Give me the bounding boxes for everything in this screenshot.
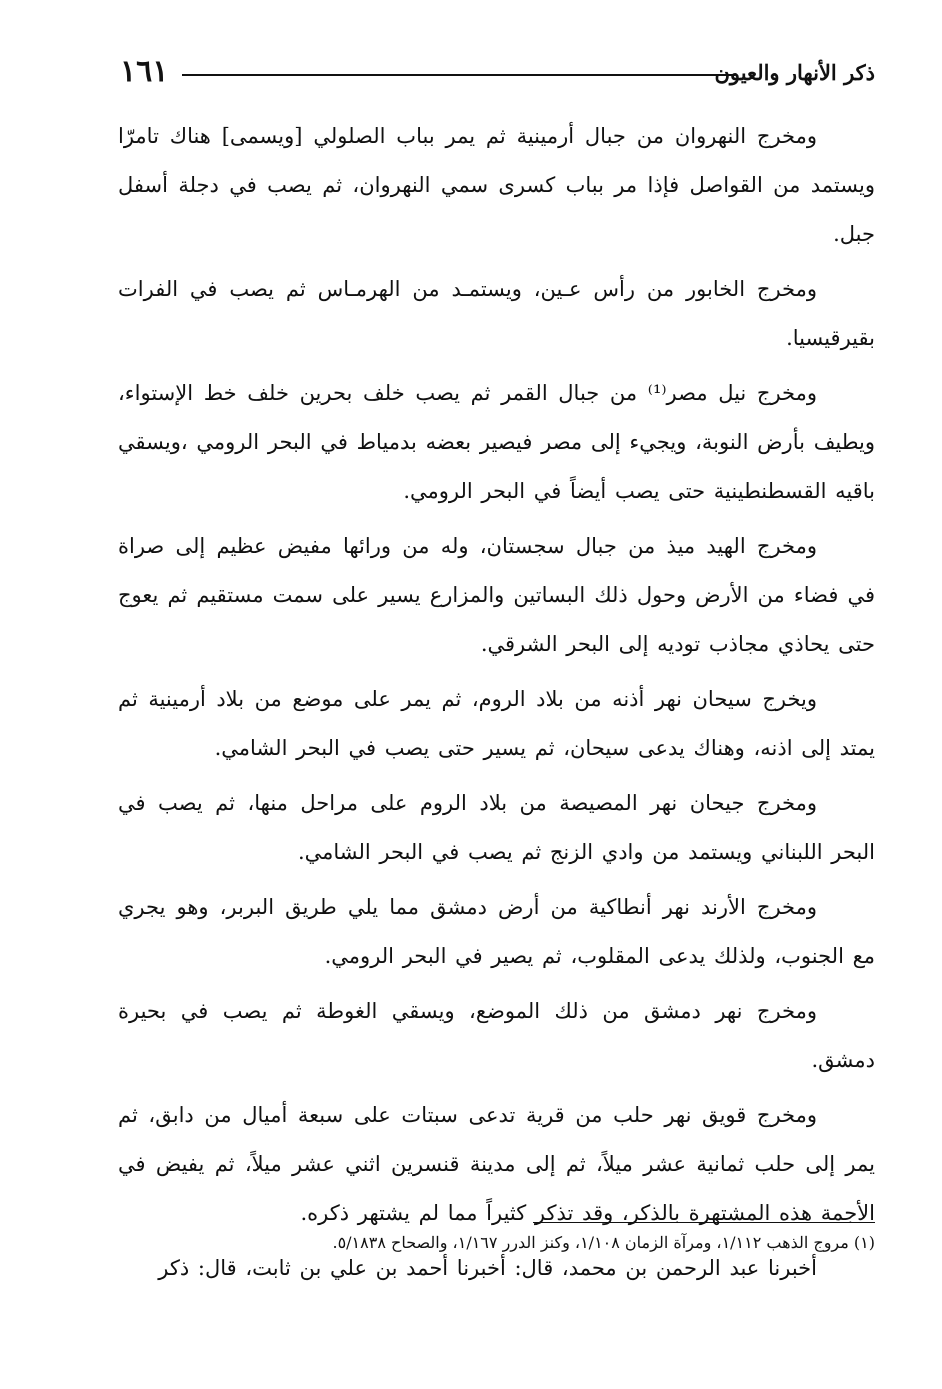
paragraph-nahrawan: ومخرج النهروان من جبال أرمينية ثم يمر بباب الصلولي [ويسمى] هناك تامرّا ويستمد من القواصل فإذا مر بباب كسرى سمي النهروان، ثم يصب في دجلة أسفل جبل. — [118, 124, 875, 246]
footnote-rule — [533, 1222, 875, 1223]
page-number: ١٦١ — [120, 54, 169, 89]
paragraph-isnad: أخبرنا عبد الرحمن بن محمد، قال: أخبرنا أحمد بن علي بن ثابت، قال: ذكر — [158, 1256, 817, 1280]
paragraph-khabur: ومخرج الخابور من رأس عـين، ويستمـد من الهرمـاس ثم يصب في الفرات بقيرقيسيا. — [118, 277, 875, 350]
paragraph-quwayq: ومخرج قويق نهر حلب من قرية تدعى سبتات على سبعة أميال من دابق، ثم يمر إلى حلب ثمانية عشر ميلاً، ثم إلى مدينة قنسرين اثني عشر ميلاً، ثم يفيض في الأجمة هذه المشتهرة بالذكر، وقد تذكر كثيراً مما لم يشتهر ذكره. — [118, 1103, 875, 1225]
paragraph-helmand: ومخرج الهيد ميذ من جبال سجستان، وله من ورائها مفيض عظيم إلى صراة في فضاء من الأرض وحول ذلك البساتين والمزارع يسير على سمت مستقيم ثم يعوج حتى يحاذي مجاذب توديه إلى البحر الشرقي. — [118, 534, 875, 656]
paragraph-damascus-river: ومخرج نهر دمشق من ذلك الموضع، ويسقي الغوطة ثم يصب في بحيرة دمشق. — [118, 999, 875, 1072]
chapter-title: ذكر الأنهار والعيون — [714, 60, 875, 85]
footnote: (١) مروج الذهب ١/١١٢، ومرآة الزمان ١/١٠٨، وكنز الدرر ١/١٦٧، والصحاح ٥/١٨٣٨. — [332, 1233, 875, 1252]
paragraph-orontes: ومخرج الأرند نهر أنطاكية من أرض دمشق مما يلي طريق البربر، وهو يجري مع الجنوب، ولذلك يدعى المقلوب، ثم يصير في البحر الرومي. — [118, 895, 875, 968]
header-rule — [182, 74, 735, 76]
paragraph-nile: ومخرج نيل مصر⁽¹⁾ من جبال القمر ثم يصب خلف بحرين خلف خط الإستواء، ويطيف بأرض النوبة، ويجيء إلى مصر فيصير بعضه بدمياط في البحر الرومي ،ويسقي باقيه القسطنطينية حتى يصب أيضاً في البحر الرومي. — [118, 381, 875, 503]
paragraph-jayhan: ومخرج جيحان نهر المصيصة من بلاد الروم على مراحل منها، ثم يصب في البحر اللبناني ويستمد من وادي الزنج ثم يصب في البحر الشامي. — [118, 791, 875, 864]
running-header — [120, 52, 875, 96]
paragraph-sayhan: ويخرج سيحان نهر أذنه من بلاد الروم، ثم يمر على موضع من بلاد أرمينية ثم يمتد إلى اذنه، وهناك يدعى سيحان، ثم يسير حتى يصب في البحر الشامي. — [118, 687, 875, 760]
body-text — [118, 112, 875, 1299]
